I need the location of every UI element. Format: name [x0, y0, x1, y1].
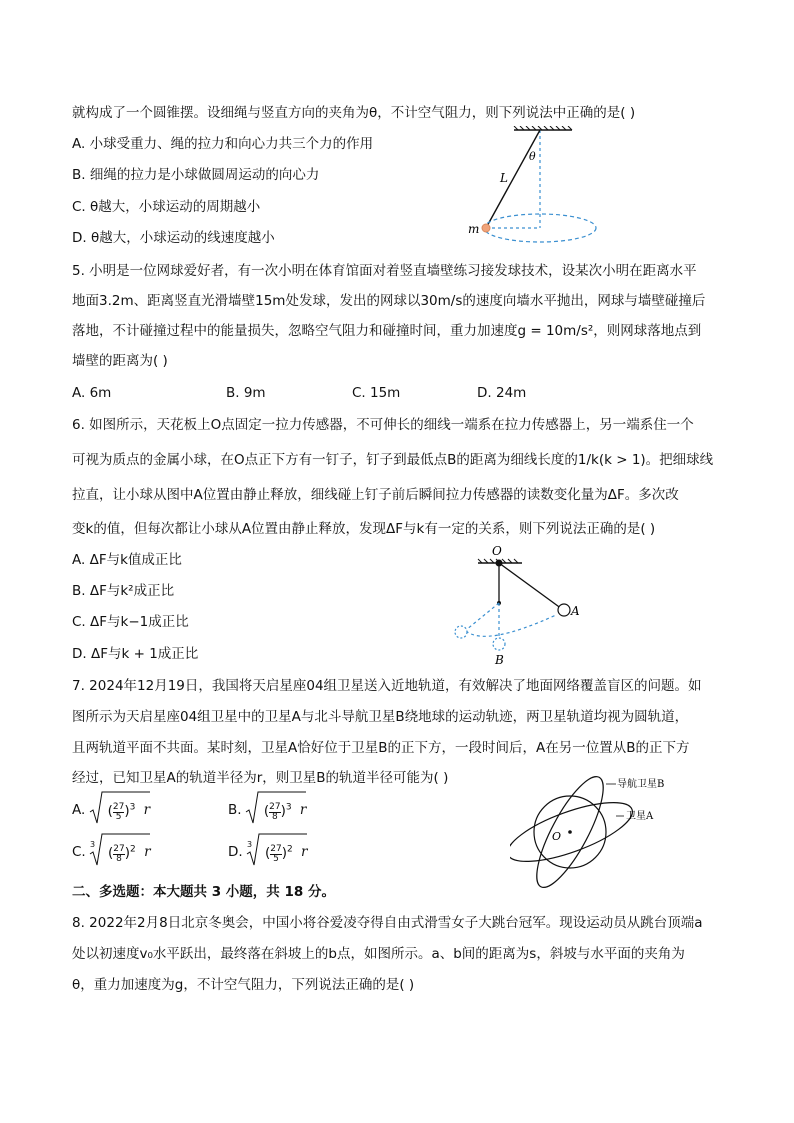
q6-option-d: D. ΔF与k + 1成正比: [72, 646, 199, 662]
length-label: L: [500, 171, 508, 185]
q7-option-c: C. 3 ( $\frac{27}{8}$ )$^2$ r: [72, 840, 151, 864]
earth-center-label: O: [552, 830, 562, 843]
q6-line-1: 6. 如图所示，天花板上O点固定一拉力传感器，不可伸长的细线一端系在拉力传感器上，另一端系住一个: [72, 417, 694, 433]
q5-option-a: A. 6m: [72, 385, 112, 401]
q6-option-a: A. ΔF与k值成正比: [72, 552, 182, 568]
q4-option-a: A. 小球受重力、绳的拉力和向心力共三个力的作用: [72, 136, 374, 152]
q5-line-1: 5. 小明是一位网球爱好者，有一次小明在体育馆面对着竖直墙壁练习接发球技术，设某次小明在距离水平: [72, 263, 697, 279]
sat-b-label: 导航卫星B: [617, 779, 665, 790]
q6-line-2: 可视为质点的金属小球，在O点正下方有一钉子，钉子到最低点B的距离为细线长度的1/k(k > 1)。把细球线: [72, 452, 714, 468]
q7-line-3: 且两轨道平面不共面。某时刻，卫星A恰好位于卫星B的正下方，一段时间后，A在另一位置从B的正下方: [72, 740, 690, 756]
q5-option-c: C. 15m: [352, 385, 401, 401]
section-title: 二、多选题：本大题共 3 小题，共 18 分。: [72, 884, 335, 900]
q5-line-3: 落地，不计碰撞过程中的能量损失，忽略空气阻力和碰撞时间，重力加速度g = 10m/s²，则网球落地点到: [72, 323, 702, 339]
q5-line-4: 墙壁的距离为( ): [72, 353, 168, 369]
q4-stem-tail: 就构成了一个圆锥摆。设细绳与竖直方向的夹角为θ，不计空气阻力，则下列说法中正确的是( ): [72, 105, 636, 121]
q7-line-2: 图所示为天启星座04组卫星中的卫星A与北斗导航卫星B绕地球的运动轨迹，两卫星轨道均视为圆轨道，: [72, 709, 689, 725]
q8-line-3: θ，重力加速度为g，不计空气阻力，下列说法正确的是( ): [72, 977, 415, 993]
q6-option-c: C. ΔF与k−1成正比: [72, 614, 189, 630]
q7-line-1: 7. 2024年12月19日，我国将天启星座04组卫星送入近地轨道，有效解决了地面网络覆盖盲区的问题。如: [72, 678, 702, 694]
q8-line-2: 处以初速度v₀水平跃出，最终落在斜坡上的b点，如图所示。a、b间的距离为s，斜坡与水平面的夹角为: [72, 946, 685, 962]
point-a-label: A: [571, 604, 580, 618]
q7-option-d: D. 3 ( $\frac{27}{5}$ )$^2$ r: [228, 840, 308, 864]
conical-pendulum-figure: [462, 126, 622, 246]
q6-line-4: 变k的值，但每次都让小球从A位置由静止释放，发现ΔF与k有一定的关系，则下列说法正确的是( ): [72, 521, 656, 537]
q4-option-c: C. θ越大，小球运动的周期越小: [72, 199, 261, 215]
q7-line-4: 经过，已知卫星A的轨道半径为r，则卫星B的轨道半径可能为( ): [72, 770, 449, 786]
q6-option-b: B. ΔF与k²成正比: [72, 583, 175, 599]
q8-line-1: 8. 2022年2月8日北京冬奥会，中国小将谷爱凌夺得自由式滑雪女子大跳台冠军。现设运动员从跳台顶端a: [72, 915, 703, 931]
point-o-label: O: [492, 544, 502, 558]
q5-option-b: B. 9m: [226, 385, 266, 401]
q5-line-2: 地面3.2m、距离竖直光滑墙壁15m处发球，发出的网球以30m/s的速度向墙水平抛出，网球与墙壁碰撞后: [72, 293, 706, 309]
q4-option-d: D. θ越大，小球运动的线速度越小: [72, 230, 275, 246]
q5-option-d: D. 24m: [477, 385, 527, 401]
mass-label: m: [468, 222, 480, 236]
q4-option-b: B. 细绳的拉力是小球做圆周运动的向心力: [72, 167, 320, 183]
q7-option-b: B. ( $\frac{27}{8}$ )$^3$ r: [228, 798, 306, 822]
q6-line-3: 拉直，让小球从图中A位置由静止释放，细线碰上钉子前后瞬间拉力传感器的读数变化量为ΔF。多次改: [72, 487, 679, 503]
q7-option-a: A. ( $\frac{27}{5}$ )$^3$ r: [72, 798, 150, 822]
theta-label: θ: [529, 150, 536, 163]
satellite-orbits-figure: [510, 770, 710, 892]
pendulum-nail-figure: [446, 543, 596, 669]
sat-a-label: 卫星A: [626, 811, 654, 822]
point-b-label: B: [495, 653, 504, 667]
